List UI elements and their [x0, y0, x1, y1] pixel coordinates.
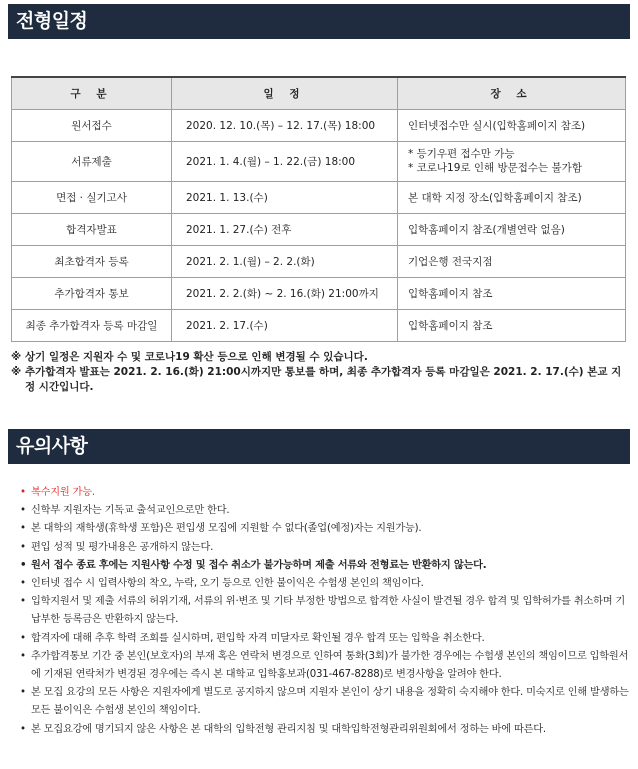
note-item — [11, 350, 629, 365]
row-date: 2021. 1. 27.(수) 전후 — [172, 213, 398, 245]
table-row — [12, 213, 626, 245]
caution-text: 추가합격통보 기간 중 본인(보호자)의 부재 혹은 연락처 변경으로 인하여 통화(3회)가 불가한 경우에는 수험생 본인의 책임이므로 입학원서에 기재된 연락처가 변경된 경우에는 즉시 본 대학교 입학홍보과(031-467-8288)로 변경사항을 알려야 한다. — [31, 650, 629, 681]
caution-text: 신학부 지원자는 기독교 출석교인으로만 한다. — [31, 505, 230, 517]
row-item: 합격자발표 — [12, 213, 172, 245]
list-item — [20, 630, 630, 648]
place-note: * 등기우편 접수만 가능 — [408, 148, 515, 160]
row-place: 입학홈페이지 참조(개별연락 없음) — [398, 213, 626, 245]
list-item — [20, 520, 630, 538]
list-item — [20, 721, 630, 739]
list-item — [20, 593, 630, 629]
row-item: 추가합격자 통보 — [12, 277, 172, 309]
header-category: 구 분 — [12, 77, 172, 109]
caution-text: 입학지원서 및 제출 서류의 허위기재, 서류의 위·변조 및 기타 부정한 방법으로 합격한 사실이 발견될 경우 합격 및 입학허가를 취소하며 기 납부한 등록금은 반환하지 않는다. — [31, 596, 626, 626]
list-item — [20, 539, 630, 557]
list-item — [20, 557, 630, 575]
header-date: 일 정 — [172, 77, 398, 109]
row-item: 원서접수 — [12, 109, 172, 141]
table-row — [12, 245, 626, 277]
caution-section-title: 유의사항 — [8, 429, 630, 464]
row-date: 2021. 2. 2.(화) ~ 2. 16.(화) 21:00까지 — [172, 277, 398, 309]
row-place: 본 대학 지정 장소(입학홈페이지 참조) — [398, 181, 626, 213]
bullet-icon: • — [20, 650, 26, 662]
caution-text: 본 모집요강에 명기되지 않은 사항은 본 대학의 입학전형 관리지침 및 대학입학전형관리위원회에서 정하는 바에 따른다. — [31, 723, 546, 735]
row-date: 2021. 1. 13.(수) — [172, 181, 398, 213]
bullet-icon: • — [20, 687, 26, 699]
note-mark: ※ — [11, 366, 22, 378]
caution-text: 본 대학의 재학생(휴학생 포함)은 편입생 모집에 지원할 수 없다(졸업(예정)자는 지원가능). — [31, 523, 422, 535]
schedule-header-row — [12, 77, 626, 109]
row-place: 기업은행 전국지점 — [398, 245, 626, 277]
list-item — [20, 575, 630, 593]
bullet-icon: • — [20, 723, 26, 735]
row-place: 입학홈페이지 참조 — [398, 277, 626, 309]
bullet-icon: • — [20, 632, 26, 644]
caution-text: 인터넷 접수 시 입력사항의 착오, 누락, 오기 등으로 인한 불이익은 수험생 본인의 책임이다. — [31, 578, 424, 590]
list-item — [20, 484, 630, 502]
table-row — [12, 277, 626, 309]
table-row — [12, 181, 626, 213]
caution-text: 편입 성적 및 평가내용은 공개하지 않는다. — [31, 541, 214, 553]
note-mark: ※ — [11, 351, 22, 363]
row-date: 2021. 1. 4.(월) – 1. 22.(금) 18:00 — [172, 141, 398, 181]
bullet-icon: • — [20, 541, 26, 553]
place-note: * 코로나19로 인해 방문접수는 불가함 — [408, 162, 582, 174]
caution-text: 합격자에 대해 추후 학력 조회를 실시하며, 편입학 자격 미달자로 확인될 경우 합격 또는 입학을 취소한다. — [31, 632, 485, 644]
row-item: 서류제출 — [12, 141, 172, 181]
bullet-icon: • — [20, 505, 26, 517]
caution-list — [20, 484, 630, 739]
note-text: 추가합격자 발표는 2021. 2. 16.(화) 21:00시까지만 통보를 하며, 최종 추가합격자 등록 마감일은 2021. 2. 17.(수) 본교 지정 시간입니다. — [25, 366, 622, 393]
schedule-table — [11, 76, 626, 342]
schedule-section-title: 전형일정 — [8, 4, 630, 39]
table-row — [12, 109, 626, 141]
caution-text: 복수지원 가능. — [31, 487, 95, 498]
row-item: 최초합격자 등록 — [12, 245, 172, 277]
note-item — [11, 365, 629, 395]
schedule-notes — [11, 350, 629, 395]
header-place: 장 소 — [398, 77, 626, 109]
table-row — [12, 309, 626, 341]
bullet-icon: • — [20, 523, 26, 535]
row-date: 2021. 2. 17.(수) — [172, 309, 398, 341]
row-date: 2021. 2. 1.(월) – 2. 2.(화) — [172, 245, 398, 277]
row-place — [398, 141, 626, 181]
list-item — [20, 684, 630, 720]
row-place: 인터넷접수만 실시(입학홈페이지 참조) — [398, 109, 626, 141]
caution-text: 본 모집 요강의 모든 사항은 지원자에게 별도로 공지하지 않으며 지원자 본인이 상기 내용을 정확히 숙지해야 한다. 미숙지로 인해 발생하는 모든 불이익은 수험생 본인의 책임이다. — [31, 687, 629, 717]
list-item — [20, 502, 630, 520]
bullet-icon: • — [20, 487, 26, 498]
list-item — [20, 648, 630, 684]
row-item: 면접 · 실기고사 — [12, 181, 172, 213]
row-date: 2020. 12. 10.(목) – 12. 17.(목) 18:00 — [172, 109, 398, 141]
bullet-icon: • — [20, 578, 26, 590]
caution-text: 원서 접수 종료 후에는 지원사항 수정 및 접수 취소가 불가능하며 제출 서류와 전형료는 반환하지 않는다. — [31, 559, 487, 571]
bullet-icon: • — [20, 559, 27, 571]
table-row — [12, 141, 626, 181]
bullet-icon: • — [20, 596, 26, 608]
row-place: 입학홈페이지 참조 — [398, 309, 626, 341]
note-text: 상기 일정은 지원자 수 및 코로나19 확산 등으로 인해 변경될 수 있습니다. — [25, 351, 368, 363]
row-item: 최종 추가합격자 등록 마감일 — [12, 309, 172, 341]
